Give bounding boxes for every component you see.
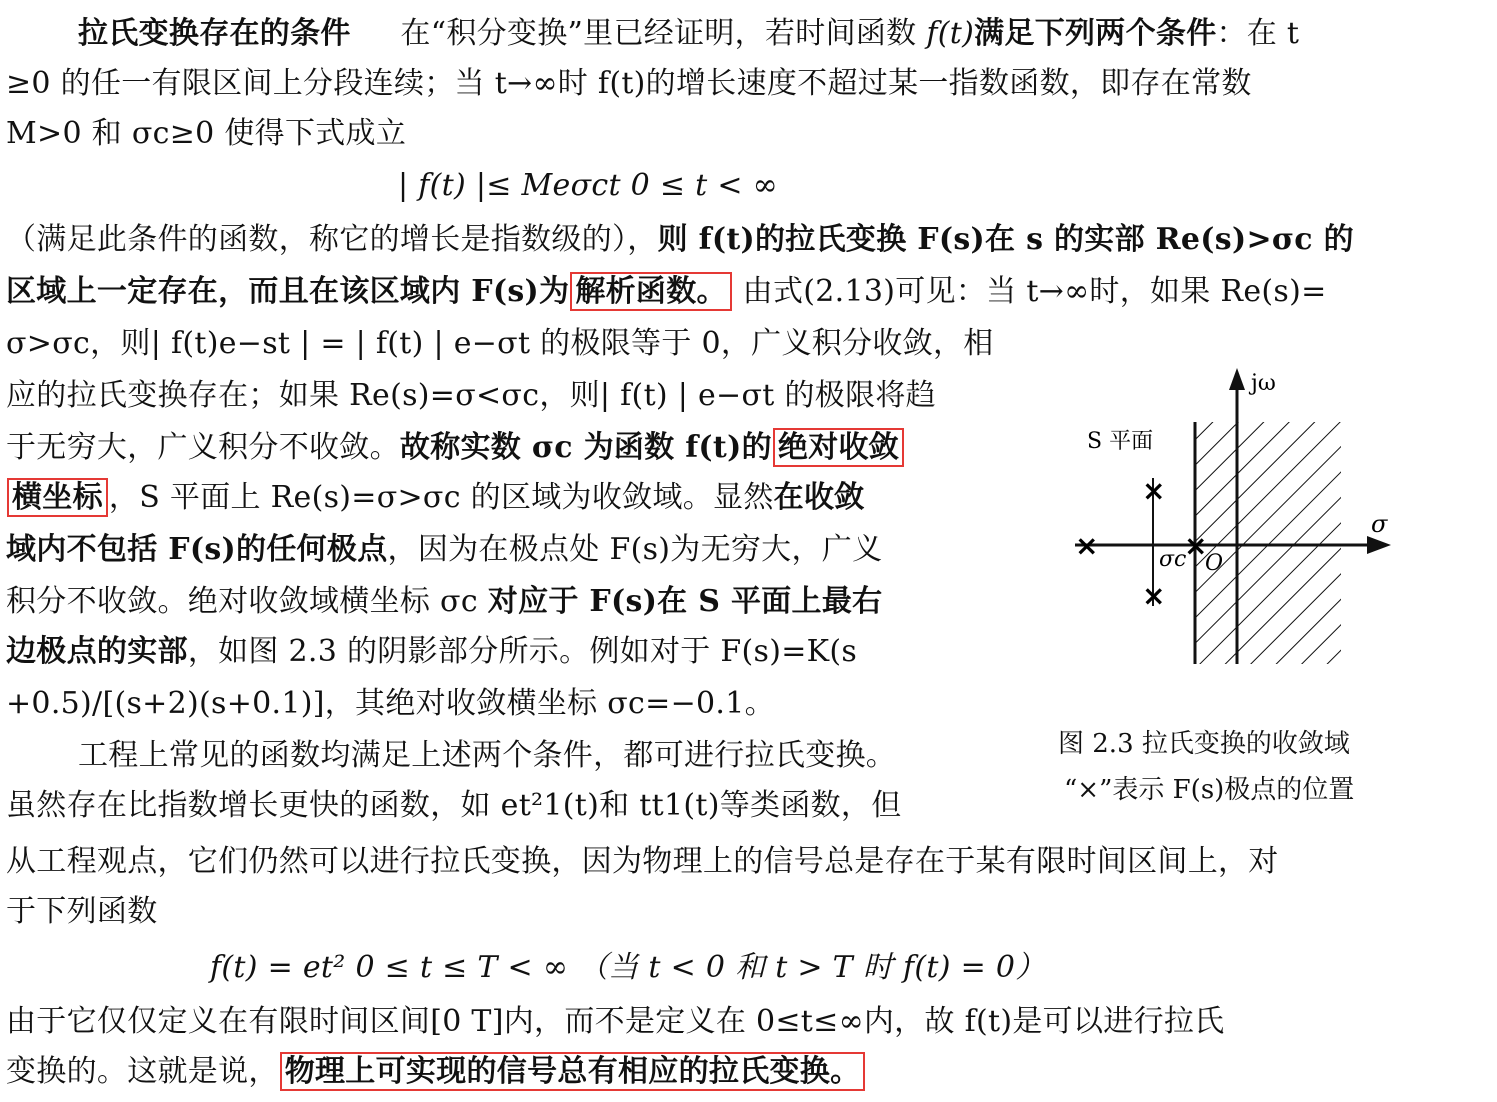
bold-text: 故称实数 σc 为函数 f(t)的	[399, 430, 772, 465]
paragraph-line-21	[6, 1050, 866, 1094]
paragraph-line-3: M>0 和 σc≥0 使得下式成立	[6, 116, 407, 151]
paragraph-line-20: 由于它仅仅定义在有限时间区间[0 T]内，而不是定义在 0≤t≤∞内，故 f(t)是可以进行拉氏	[6, 1004, 1225, 1039]
paragraph-line-16: 虽然存在比指数增长更快的函数，如 et²1(t)和 tt1(t)等类函数，但	[6, 788, 902, 823]
paragraph-line-5	[6, 218, 1354, 262]
imaginary-axis-label: jω	[1251, 371, 1276, 396]
paragraph-line-17: 从工程观点，它们仍然可以进行拉氏变换，因为物理上的信号总是存在于某有限时间区间上，对	[6, 844, 1279, 879]
paragraph-line-9	[6, 426, 905, 470]
paragraph-line-7: σ>σc，则| f(t)e−st | = | f(t) | e−σt 的极限等于 0，广义积分收敛，相	[6, 326, 994, 361]
paragraph-line-14: +0.5)/[(s+2)(s+0.1)]，其绝对收敛横坐标 σc=−0.1。	[6, 686, 775, 721]
paragraph-line-13	[6, 630, 857, 674]
equation-1: | f(t) |≤ Meσct 0 ≤ t < ∞	[398, 168, 778, 203]
pole-marker-lower: ×	[1142, 579, 1166, 612]
text-segment: ，S 平面上 Re(s)=σ>σc 的区域为收敛域。显然	[108, 480, 774, 515]
paragraph-line-10	[6, 476, 865, 520]
text-segment: 在“积分变换”里已经证明，若时间函数	[400, 16, 927, 51]
origin-label: O	[1205, 551, 1224, 576]
text-segment: ，如图 2.3 的阴影部分所示。例如对于 F(s)=K(s	[187, 634, 858, 669]
bold-text: 边极点的实部	[6, 634, 188, 669]
real-axis-label: σ	[1371, 510, 1388, 538]
highlight-box-physical-signal: 物理上可实现的信号总有相应的拉氏变换。	[280, 1052, 866, 1091]
text-segment: 由式(2.13)可见：当 t→∞时，如果 Re(s)=	[742, 274, 1327, 309]
text-segment: 变换的。这就是说，	[6, 1054, 279, 1089]
bold-text: 在收敛	[773, 480, 865, 515]
pole-marker-boundary: ×	[1184, 529, 1208, 562]
text-segment: （满足此条件的函数，称它的增长是指数级的），	[6, 222, 658, 257]
real-axis-arrow-icon	[1367, 536, 1391, 554]
bold-text: 对应于 F(s)在 S 平面上最右	[487, 584, 883, 619]
section-heading: 拉氏变换存在的条件	[78, 16, 351, 51]
text-segment: 于无穷大，广义积分不收敛。	[6, 430, 400, 465]
text-segment: ，因为在极点处 F(s)为无穷大，广义	[387, 532, 883, 567]
bold-text: 区域上一定存在，而且在该区域内 F(s)为	[6, 274, 570, 309]
paragraph-line-6	[6, 270, 1327, 314]
paragraph-line-11	[6, 528, 882, 572]
bold-text: 满足下列两个条件	[974, 16, 1217, 51]
text-segment: 积分不收敛。绝对收敛域横坐标 σc	[6, 584, 488, 619]
paragraph-line-15: 工程上常见的函数均满足上述两个条件，都可进行拉氏变换。	[78, 738, 897, 773]
highlight-box-absolute-convergence: 绝对收敛	[773, 428, 904, 467]
highlight-box-analytic-function: 解析函数。	[570, 272, 732, 311]
figure-caption-title: 图 2.3 拉氏变换的收敛域	[1058, 729, 1350, 759]
highlight-box-abscissa: 横坐标	[7, 478, 108, 517]
sigma-c-label: σc	[1159, 547, 1187, 572]
convergence-region-figure	[1045, 360, 1465, 720]
pole-marker-upper: ×	[1142, 474, 1166, 507]
text-segment: ：在 t	[1216, 16, 1300, 51]
text-segment: f(t)	[926, 16, 975, 51]
paragraph-line-1	[78, 12, 1299, 56]
pole-marker-left: ×	[1075, 529, 1099, 562]
imaginary-axis-arrow-icon	[1229, 368, 1245, 390]
bold-text: 域内不包括 F(s)的任何极点	[6, 532, 388, 567]
paragraph-line-12	[6, 580, 882, 624]
paragraph-line-8: 应的拉氏变换存在；如果 Re(s)=σ<σc，则| f(t) | e−σt 的极限将趋	[6, 378, 936, 413]
figure-caption-note: “×”表示 F(s)极点的位置	[1064, 775, 1355, 805]
bold-text: 则 f(t)的拉氏变换 F(s)在 s 的实部 Re(s)>σc 的	[657, 222, 1354, 257]
convergence-region-shading	[1195, 422, 1341, 664]
s-plane-label: S 平面	[1087, 429, 1154, 454]
equation-2: f(t) = et² 0 ≤ t ≤ T < ∞ （当 t < 0 和 t > T 时 f(t) = 0）	[210, 950, 1046, 985]
paragraph-line-2: ≥0 的任一有限区间上分段连续；当 t→∞时 f(t)的增长速度不超过某一指数函数，即存在常数	[6, 66, 1252, 101]
paragraph-line-18: 于下列函数	[6, 894, 158, 929]
